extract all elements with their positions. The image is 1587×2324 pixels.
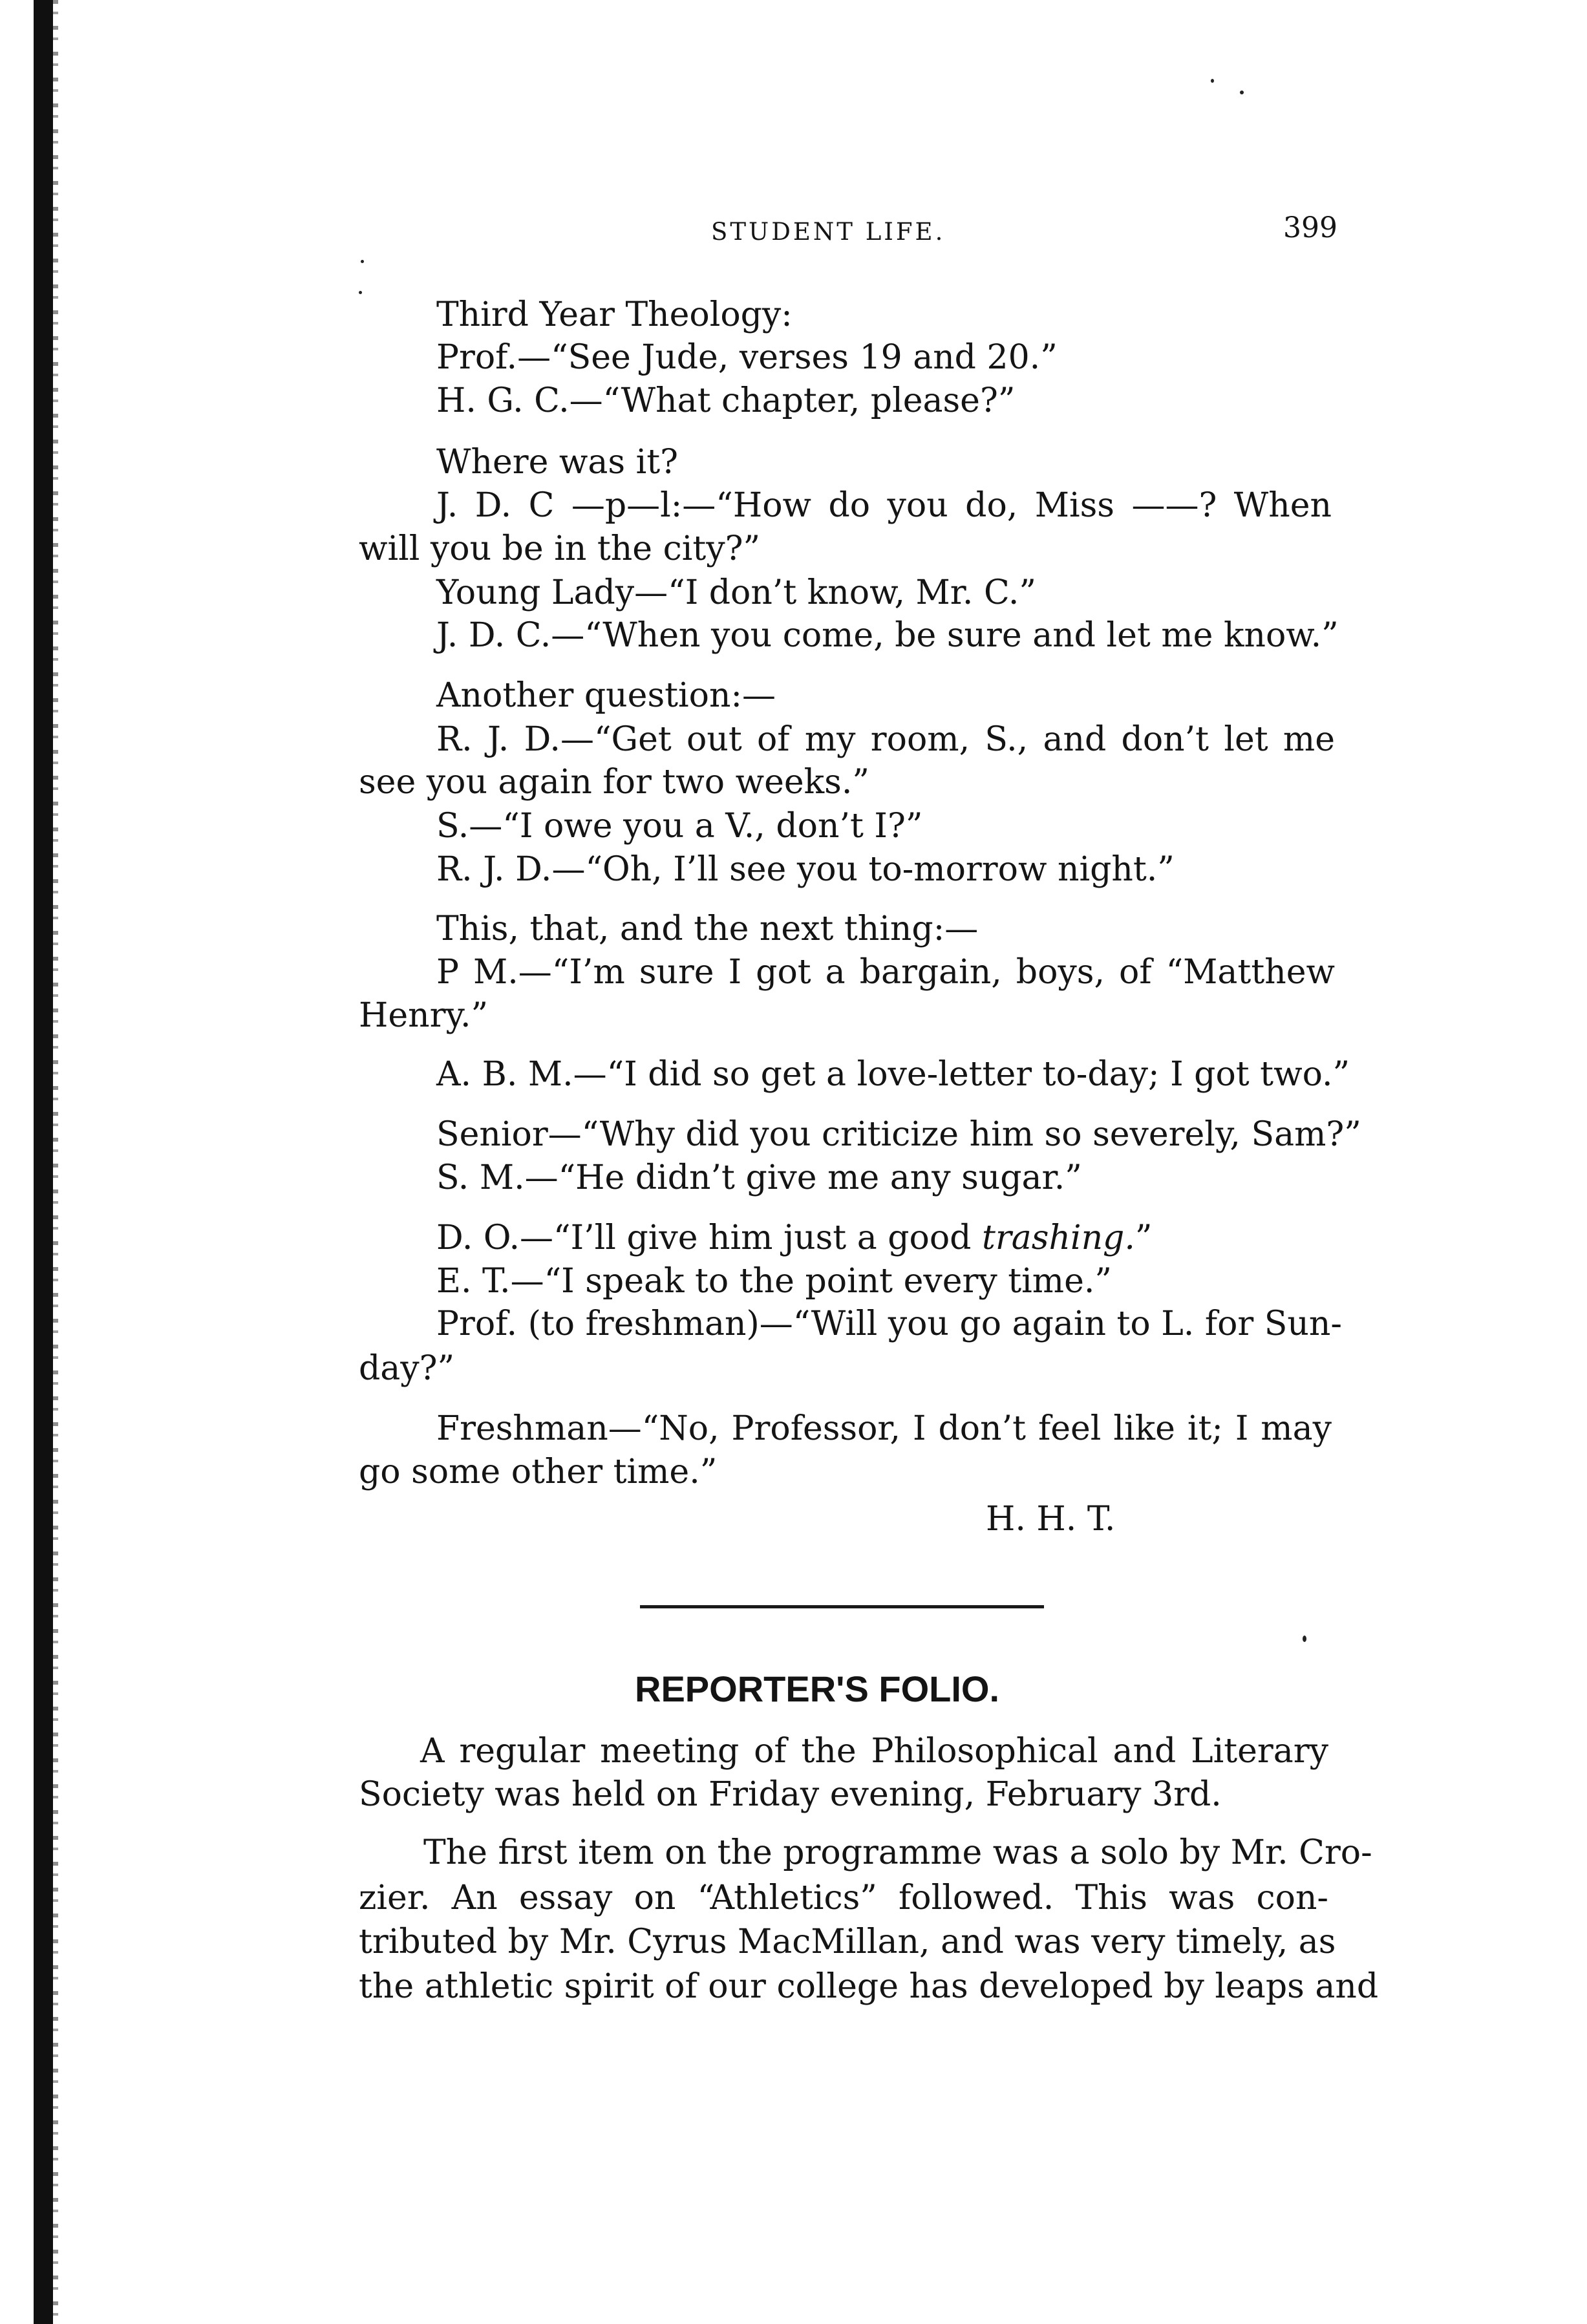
scan-speck bbox=[1303, 1636, 1306, 1642]
text-line: A. B. M.—“I did so get a love-letter to-day; I got two.” bbox=[436, 1055, 1350, 1094]
text-line: Where was it? bbox=[436, 443, 679, 482]
text-line: Society was held on Friday evening, February 3rd. bbox=[359, 1775, 1222, 1814]
scan-speck bbox=[359, 291, 362, 294]
text-line: R. J. D.—“Get out of my room, S., and don’t let me bbox=[436, 720, 1335, 759]
italic-word: trashing. bbox=[982, 1219, 1135, 1257]
text-line: S.—“I owe you a V., don’t I?” bbox=[436, 807, 923, 846]
text-line: This, that, and the next thing:— bbox=[436, 910, 979, 948]
text-line: Henry.” bbox=[359, 996, 489, 1035]
text-line: zier. An essay on “Athletics” followed. This was con- bbox=[359, 1879, 1328, 1917]
text-line: see you again for two weeks.” bbox=[359, 763, 869, 802]
scan-speck bbox=[1211, 79, 1214, 83]
text-line: Third Year Theology: bbox=[436, 295, 793, 334]
text-line: Young Lady—“I don’t know, Mr. C.” bbox=[436, 573, 1037, 612]
text-line: Senior—“Why did you criticize him so severely, Sam?” bbox=[436, 1115, 1361, 1154]
text-line: S. M.—“He didn’t give me any sugar.” bbox=[436, 1158, 1082, 1197]
section-heading: REPORTER'S FOLIO. bbox=[635, 1668, 1000, 1709]
text-line: Prof.—“See Jude, verses 19 and 20.” bbox=[436, 338, 1058, 377]
text-line bbox=[436, 1217, 1152, 1259]
text-line: Prof. (to freshman)—“Will you go again to L. for Sun- bbox=[436, 1305, 1342, 1343]
text-line: E. T.—“I speak to the point every time.” bbox=[436, 1262, 1113, 1301]
text-line: The first item on the programme was a solo by Mr. Cro- bbox=[423, 1833, 1372, 1872]
text-line: will you be in the city?” bbox=[359, 529, 761, 568]
text-line: go some other time.” bbox=[359, 1453, 718, 1491]
binding-texture bbox=[53, 0, 58, 2324]
scan-speck bbox=[361, 260, 364, 263]
text-line: J. D. C.—“When you come, be sure and let me know.” bbox=[436, 616, 1339, 655]
scan-speck bbox=[1240, 91, 1244, 94]
section-divider bbox=[640, 1605, 1044, 1608]
text-line: P M.—“I’m sure I got a bargain, boys, of “Matthew bbox=[436, 953, 1335, 992]
text-fragment: D. O.—“I’ll give him just a good bbox=[436, 1219, 972, 1257]
text-line: day?” bbox=[359, 1349, 455, 1388]
text-line: tributed by Mr. Cyrus MacMillan, and was very timely, as bbox=[359, 1923, 1336, 1961]
text-line: J. D. C —p—l:—“How do you do, Miss ——? When bbox=[436, 486, 1332, 525]
text-line: A regular meeting of the Philosophical and Literary bbox=[420, 1732, 1328, 1771]
text-line: Freshman—“No, Professor, I don’t feel like it; I may bbox=[436, 1409, 1332, 1448]
signature: H. H. T. bbox=[986, 1500, 1116, 1539]
text-line: H. G. C.—“What chapter, please?” bbox=[436, 381, 1016, 420]
running-head: STUDENT LIFE. bbox=[711, 218, 946, 246]
page-number: 399 bbox=[1283, 211, 1337, 244]
text-line: Another question:— bbox=[436, 676, 776, 715]
book-binding-edge bbox=[34, 0, 53, 2324]
text-line: R. J. D.—“Oh, I’ll see you to-morrow night.” bbox=[436, 850, 1175, 889]
text-line: the athletic spirit of our college has developed by leaps and bbox=[359, 1967, 1379, 2006]
closing-quote: ” bbox=[1134, 1219, 1153, 1257]
